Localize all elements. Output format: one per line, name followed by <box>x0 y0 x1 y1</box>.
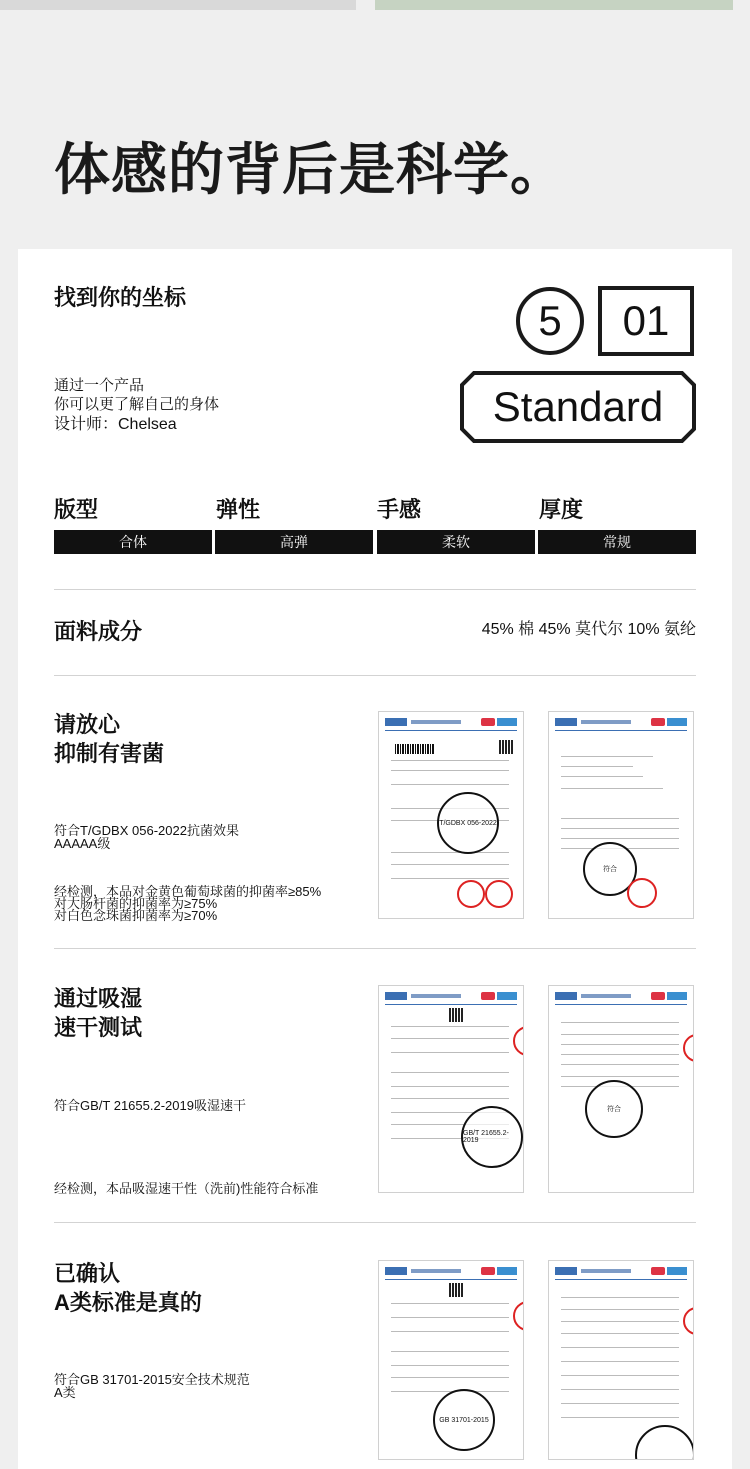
safety-report-1-stamp: GB 31701-2015 <box>433 1389 495 1451</box>
red-seal-icon <box>485 880 513 908</box>
moisture-report-1 <box>378 985 524 1193</box>
fabric-title: 面料成分 <box>54 619 143 644</box>
intro-title: 找到你的坐标 <box>54 285 187 310</box>
intro-desc-line-2: 你可以更了解自己的身体 <box>54 396 220 413</box>
badge-standard-text: Standard <box>492 383 664 430</box>
info-card <box>18 249 732 1469</box>
badge-number: 5 <box>516 287 584 355</box>
safety-report-2 <box>548 1260 694 1460</box>
moisture-report-2-stamp: 符合 <box>585 1080 643 1138</box>
antibacterial-report-1 <box>378 711 524 919</box>
attr-value-fit: 合体 <box>54 530 212 554</box>
moisture-title-line-2: 速干测试 <box>54 1015 143 1040</box>
antibacterial-report-2-stamp: 符合 <box>583 842 637 896</box>
red-seal-icon <box>513 1026 524 1056</box>
attr-label-elasticity: 弹性 <box>216 497 261 522</box>
red-seal-icon <box>513 1301 524 1331</box>
top-image-strip-left <box>0 0 356 10</box>
safety-standard-line-1: 符合GB 31701-2015安全技术规范 <box>54 1372 250 1387</box>
safety-title-line-1: 已确认 <box>54 1261 121 1286</box>
divider <box>54 589 696 590</box>
antibacterial-report-1-stamp: T/GDBX 056-2022 <box>437 792 499 854</box>
divider <box>54 1222 696 1223</box>
attr-label-feel: 手感 <box>377 497 422 522</box>
antibacterial-detail-line-3: 对白色念珠菌抑菌率为≥70% <box>54 908 218 923</box>
attr-value-elasticity: 高弹 <box>215 530 373 554</box>
antibacterial-title-line-2: 抑制有害菌 <box>54 741 165 766</box>
antibacterial-detail-line-2: 对大肠杆菌的抑菌率为≥75% <box>54 896 218 911</box>
red-seal-icon <box>627 878 657 908</box>
attr-label-fit: 版型 <box>54 497 99 522</box>
antibacterial-report-2 <box>548 711 694 919</box>
safety-standard-line-2: A类 <box>54 1385 76 1400</box>
page-headline: 体感的背后是科学。 <box>54 138 567 201</box>
divider <box>54 675 696 676</box>
red-seal-icon <box>683 1034 694 1062</box>
moisture-title-line-1: 通过吸湿 <box>54 986 143 1011</box>
moisture-report-1-stamp: GB/T 21655.2-2019 <box>461 1106 523 1168</box>
moisture-report-2 <box>548 985 694 1193</box>
badge-code: 01 <box>598 286 694 356</box>
moisture-detail-line-1: 经检测，本品吸湿速干性（洗前)性能符合标准 <box>54 1181 319 1196</box>
red-seal-icon <box>683 1307 694 1335</box>
top-image-strip-right <box>375 0 733 10</box>
red-seal-icon <box>457 880 485 908</box>
fabric-composition: 45% 棉 45% 莫代尔 10% 氨纶 <box>481 621 696 638</box>
attr-value-thickness: 常规 <box>538 530 696 554</box>
antibacterial-standard-line-2: AAAAA级 <box>54 836 111 851</box>
safety-title-line-2: A类标准是真的 <box>54 1290 202 1315</box>
attr-label-thickness: 厚度 <box>539 497 584 522</box>
antibacterial-standard-line-1: 符合T/GDBX 056-2022抗菌效果 <box>54 823 239 838</box>
attr-value-feel: 柔软 <box>377 530 535 554</box>
moisture-standard-line-1: 符合GB/T 21655.2-2019吸湿速干 <box>54 1098 246 1113</box>
badge-standard <box>460 371 696 443</box>
intro-desc-line-1: 通过一个产品 <box>54 377 145 394</box>
safety-report-1 <box>378 1260 524 1460</box>
antibacterial-title-line-1: 请放心 <box>54 712 121 737</box>
antibacterial-detail-line-1: 经检测，本品对金黄色葡萄球菌的抑菌率≥85% <box>54 884 322 899</box>
intro-designer: 设计师：Chelsea <box>54 416 177 433</box>
divider <box>54 948 696 949</box>
